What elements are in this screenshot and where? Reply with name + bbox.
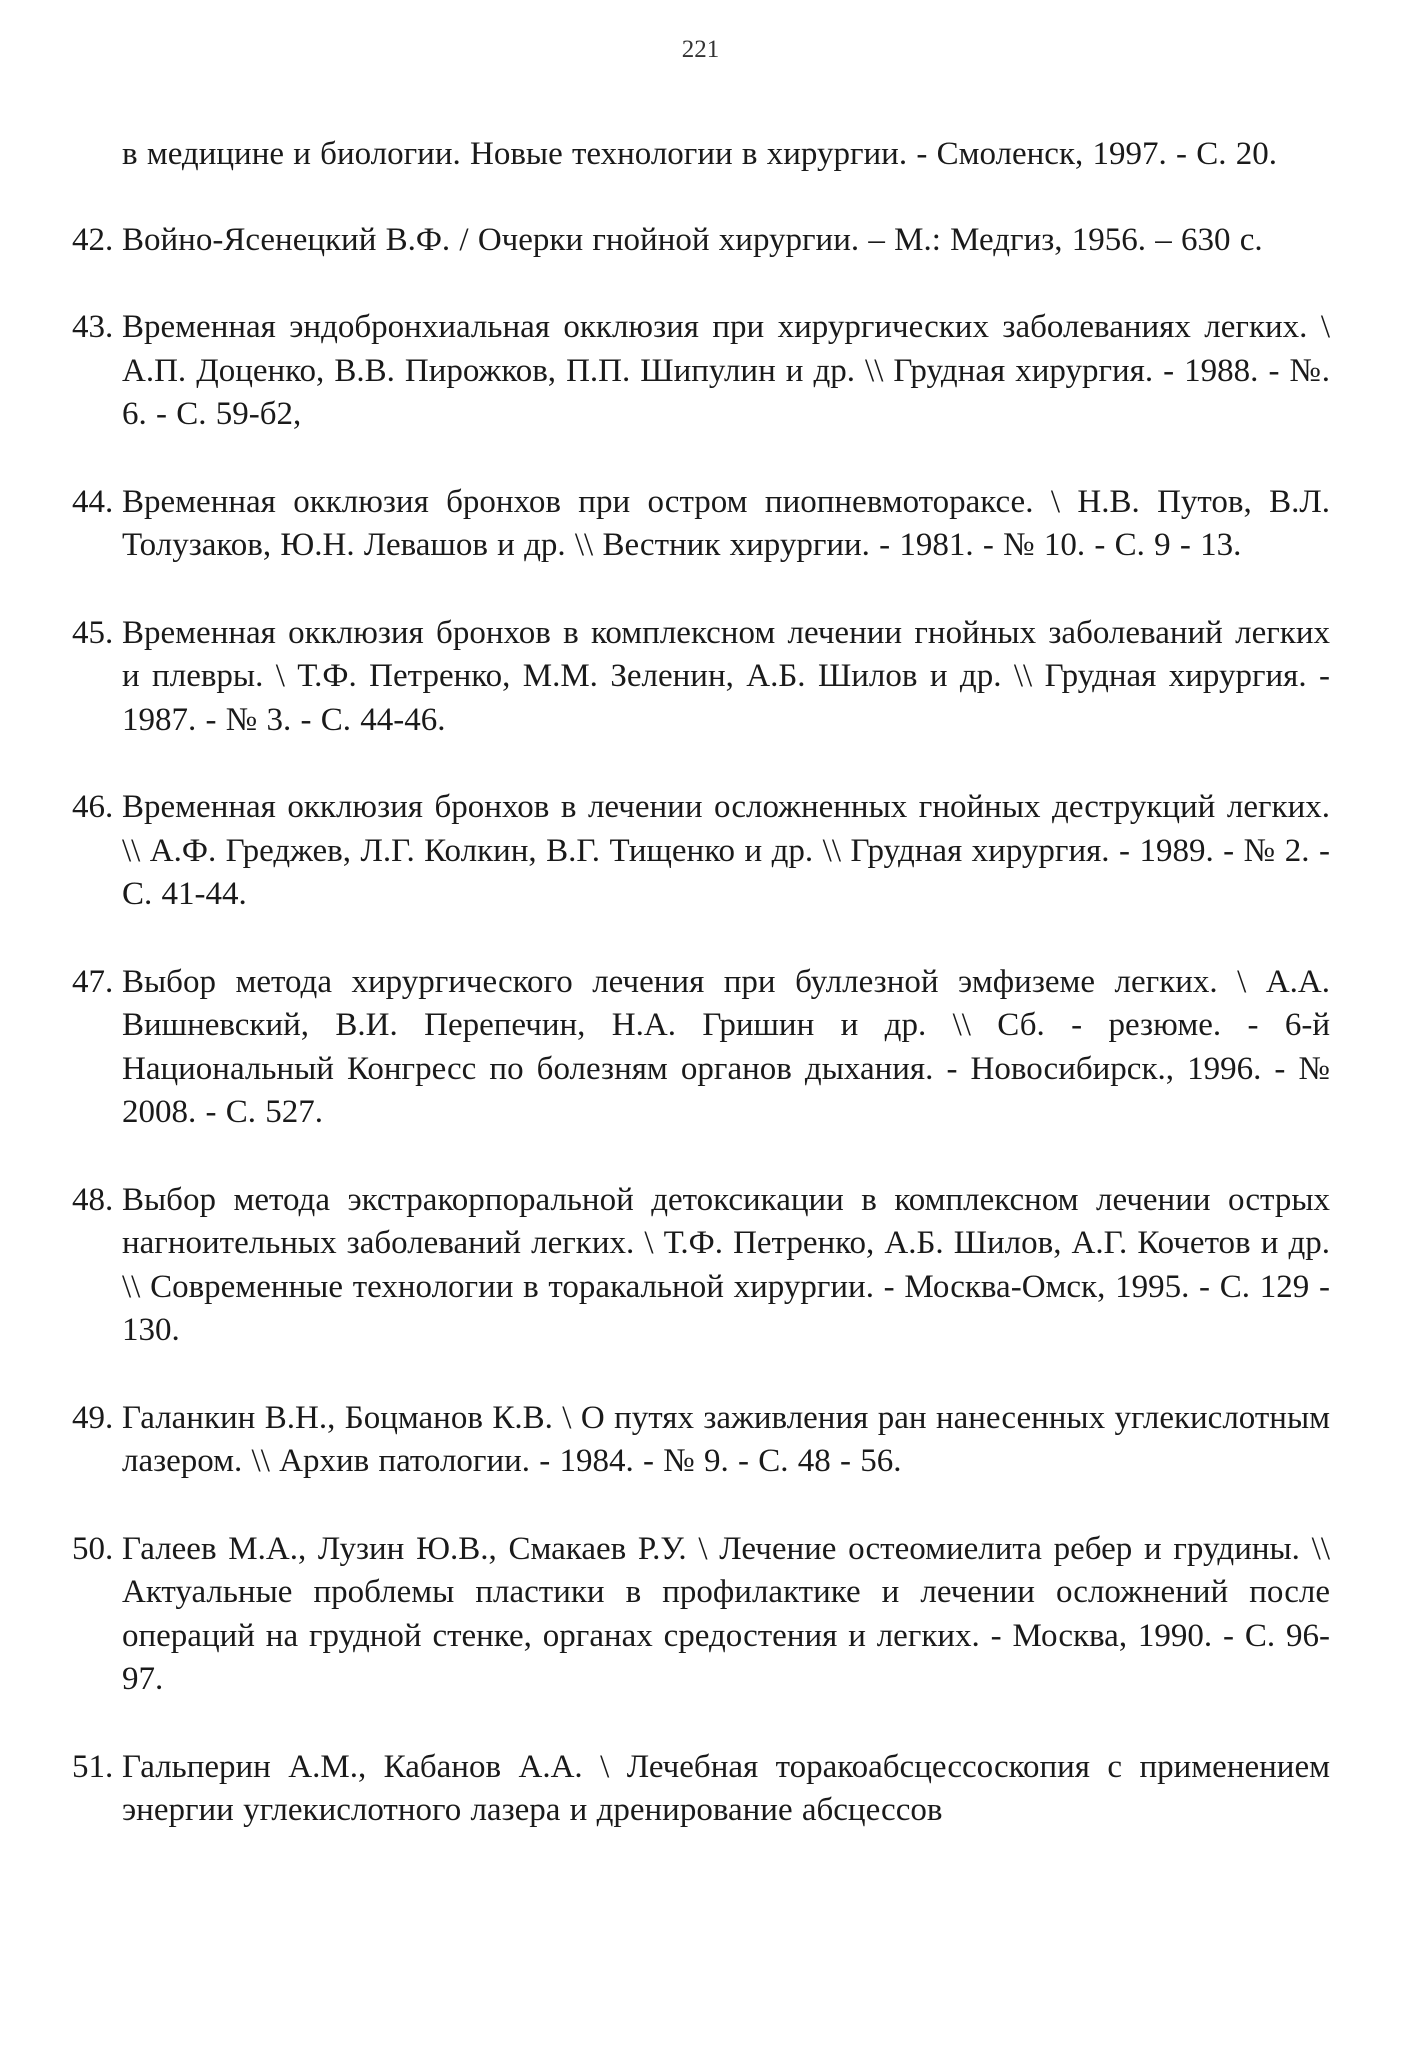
reference-text: Временная окклюзия бронхов при остром пиопневмотораксе. \ Н.В. Путов, В.Л. Толузаков, Ю.Н. Левашов и др. \\ Вестник хирургии. - 1981. - № 10. - С. 9 - 13. [122,483,1330,563]
reference-text: Временная эндобронхиальная окклюзия при хирургических заболеваниях легких. \ А.П. Доценко, В.В. Пирожков, П.П. Шипулин и др. \\ Грудная хирургия. - 1988. - №. 6. - С. 59-б2, [122,309,1330,432]
reference-number: 42. [72,221,114,258]
reference-text: Войно-Ясенецкий В.Ф. / Очерки гнойной хирургии. – М.: Медгиз, 1956. – 630 с. [122,221,1263,258]
reference-item [72,481,1330,568]
reference-item [72,961,1330,1135]
reference-text: Галанкин В.Н., Боцманов К.В. \ О путях заживления ран нанесенных углекислотным лазером. \\ Архив патологии. - 1984. - № 9. - С. 48 - 56. [122,1399,1330,1479]
reference-item [72,786,1330,917]
reference-text: Галеев М.А., Лузин Ю.В., Смакаев Р.У. \ Лечение остеомиелита ребер и грудины. \\ Актуальные проблемы пластики в профилактике и лечении осложнений после операций на грудной стенке, органах средостения и легких. - Москва, 1990. - С. 96-97. [122,1530,1330,1697]
reference-number: 45. [72,614,114,651]
reference-item [72,219,1330,263]
reference-text: Выбор метода экстракорпоральной детоксикации в комплексном лечении острых нагноительных заболеваний легких. \ Т.Ф. Петренко, А.Б. Шилов, А.Г. Кочетов и др. \\ Современные технологии в торакальной хирургии. - Москва-Омск, 1995. - С. 129 - 130. [122,1181,1330,1348]
reference-item [72,612,1330,743]
reference-number: 50. [72,1530,114,1567]
reference-text: Временная окклюзия бронхов в лечении осложненных гнойных деструкций легких. \\ А.Ф. Греджев, Л.Г. Колкин, В.Г. Тищенко и др. \\ Грудная хирургия. - 1989. - № 2. - С. 41-44. [122,789,1330,912]
reference-item [72,1179,1330,1353]
reference-text: Выбор метода хирургического лечения при буллезной эмфиземе легких. \ А.А. Вишневский, В.И. Перепечин, Н.А. Гришин и др. \\ Сб. - резюме. - 6-й Национальный Конгресс по болезням органов дыхания. - Новосибирск., 1996. - № 2008. - С. 527. [122,963,1330,1130]
reference-item [72,1397,1330,1484]
reference-text: Гальперин А.М., Кабанов А.А. \ Лечебная торакоабсцессоскопия с применением энергии углекислотного лазера и дренирование абсцессов [122,1748,1330,1828]
reference-number: 43. [72,309,114,345]
reference-number: 49. [72,1399,114,1436]
reference-number: 46. [72,789,114,825]
reference-text: Временная окклюзия бронхов в комплексном лечении гнойных заболеваний легких и плевры. \ Т.Ф. Петренко, М.М. Зеленин, А.Б. Шилов и др. \\ Грудная хирургия. - 1987. - № 3. - С. 44-46. [122,614,1330,738]
reference-item [72,1746,1330,1833]
reference-number: 51. [72,1748,114,1785]
reference-item [72,306,1330,437]
reference-item [72,1528,1330,1702]
reference-number: 47. [72,963,114,1000]
reference-list [72,133,1330,1877]
reference-number: 44. [72,483,114,520]
reference-continuation: в медицине и биологии. Новые технологии в хирургии. - Смоленск, 1997. - С. 20. [122,136,1277,172]
page-number: 221 [681,36,720,63]
reference-number: 48. [72,1181,114,1218]
